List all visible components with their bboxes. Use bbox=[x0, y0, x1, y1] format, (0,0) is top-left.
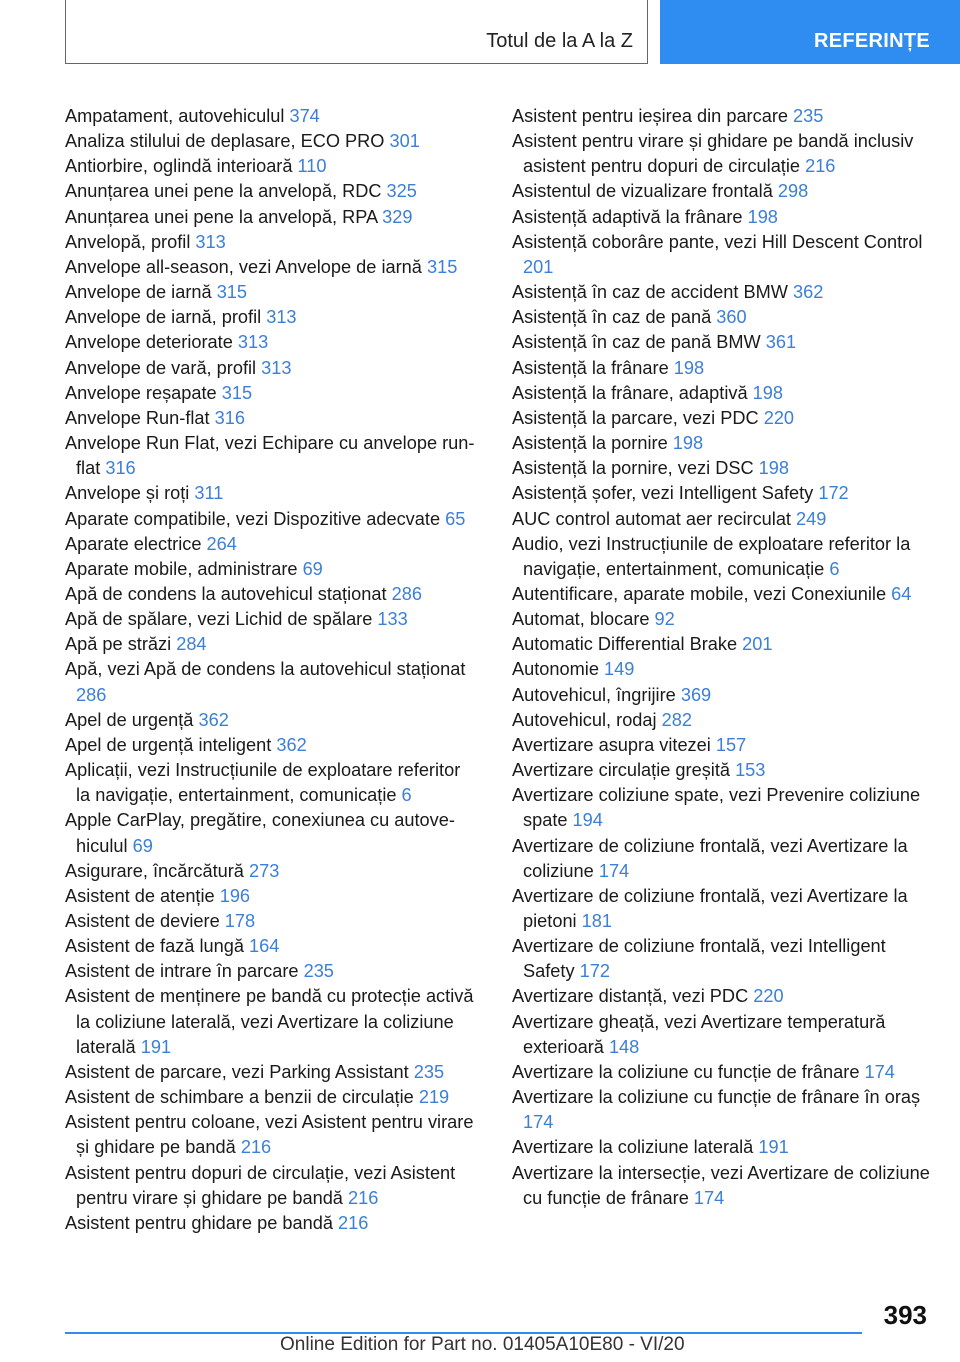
index-entry-text: Asistență la parcare, vezi PDC bbox=[512, 407, 764, 428]
index-entry bbox=[65, 884, 477, 909]
index-entry-text: Antiorbire, oglindă interioară bbox=[65, 156, 298, 177]
index-entry-text: Asistent de parcare, vezi Parking Assistant bbox=[65, 1061, 414, 1082]
index-entry-text: Anvelope all-season, vezi Anvelope de iarnă bbox=[65, 256, 427, 277]
index-entry bbox=[512, 783, 932, 833]
index-entry-text: Apple CarPlay, pregătire, conexiunea cu autovehiculul bbox=[65, 810, 455, 856]
index-entry-text: Asistent de intrare în parcare bbox=[65, 961, 304, 982]
page-reference-link[interactable]: 194 bbox=[572, 810, 603, 831]
index-entry bbox=[65, 733, 477, 758]
index-entry-text: Asistență în caz de pană BMW bbox=[512, 332, 766, 353]
header-box bbox=[65, 0, 648, 64]
page-reference-link[interactable]: 315 bbox=[216, 282, 248, 303]
index-entry-text: Anvelope de iarnă bbox=[65, 282, 217, 303]
page-reference-link[interactable]: 174 bbox=[598, 860, 630, 881]
index-entry bbox=[65, 758, 477, 808]
index-entry bbox=[65, 1085, 477, 1110]
index-entry-text: Apă pe străzi bbox=[65, 634, 177, 655]
page-reference-link[interactable]: 69 bbox=[132, 835, 153, 856]
page-reference-link[interactable]: 191 bbox=[758, 1137, 789, 1158]
index-entry-text: Apă, vezi Apă de condens la autovehicul staționat bbox=[65, 659, 466, 680]
index-entry-text: Apel de urgență inteligent bbox=[65, 734, 277, 755]
index-entry bbox=[65, 205, 477, 230]
index-entry bbox=[512, 1060, 932, 1085]
index-entry-text: Analiza stilului de deplasare, ECO PRO bbox=[65, 131, 390, 152]
index-entry bbox=[512, 507, 932, 532]
page-reference-link[interactable]: 174 bbox=[864, 1061, 895, 1082]
index-entry bbox=[65, 129, 477, 154]
index-entry bbox=[65, 330, 477, 355]
section-badge: REFERINȚE bbox=[660, 0, 960, 64]
index-entry bbox=[65, 154, 477, 179]
index-entry bbox=[512, 884, 932, 934]
page-reference-link[interactable]: 220 bbox=[763, 407, 795, 428]
page-reference-link[interactable]: 316 bbox=[105, 458, 136, 479]
page-reference-link[interactable]: 235 bbox=[793, 106, 824, 126]
index-entry bbox=[65, 959, 477, 984]
index-entry-text: Asistent de deviere bbox=[65, 911, 225, 931]
index-entry-text: Avertizare coliziune spate, vezi Prevenire coliziune spate bbox=[512, 785, 921, 831]
page-reference-link[interactable]: 201 bbox=[523, 256, 554, 277]
index-entry bbox=[512, 632, 932, 657]
page-reference-link[interactable]: 315 bbox=[221, 382, 253, 403]
index-entry bbox=[512, 532, 932, 582]
index-entry bbox=[65, 607, 477, 632]
page-reference-link[interactable]: 313 bbox=[261, 357, 292, 378]
index-entry-text: Apă de condens la autovehicul staționat bbox=[65, 583, 392, 604]
index-entry bbox=[512, 406, 932, 431]
page-reference-link[interactable]: 360 bbox=[716, 307, 747, 328]
index-entry-text: Avertizare la intersecție, vezi Avertizare de coliziune cu funcție de frânare bbox=[512, 1162, 930, 1208]
index-entry-text: Aplicații, vezi Instrucțiunile de exploatare referitor la navigație, entertainment, comunicație bbox=[65, 760, 461, 806]
index-entry bbox=[65, 104, 477, 129]
index-entry-text: Aparate electrice bbox=[65, 533, 207, 554]
index-entry-text: Avertizare de coliziune frontală, vezi Avertizare la pietoni bbox=[512, 885, 908, 931]
index-entry-text: Anvelopă, profil bbox=[65, 231, 196, 252]
page-reference-link[interactable]: 311 bbox=[194, 483, 224, 504]
page-reference-link[interactable]: 65 bbox=[445, 508, 466, 529]
index-entry-text: Asistent de schimbare a benzii de circulație bbox=[65, 1087, 419, 1108]
index-entry-text: Aparate compatibile, vezi Dispozitive adecvate bbox=[65, 508, 446, 529]
index-entry-text: Asistent pentru coloane, vezi Asistent pentru virare și ghidare pe bandă bbox=[65, 1112, 474, 1158]
page-reference-link[interactable]: 316 bbox=[214, 407, 245, 428]
page-reference-link[interactable]: 273 bbox=[248, 860, 280, 881]
page-reference-link[interactable]: 198 bbox=[752, 382, 783, 403]
page-reference-link[interactable]: 133 bbox=[377, 609, 408, 630]
index-entry-text: Asistent pentru ghidare pe bandă bbox=[65, 1212, 339, 1233]
page-reference-link[interactable]: 362 bbox=[276, 734, 307, 755]
index-entry-text: Asistență în caz de pană bbox=[512, 307, 717, 328]
index-entry bbox=[512, 708, 932, 733]
index-entry bbox=[65, 934, 477, 959]
header-title: Totul de la A la Z bbox=[486, 30, 633, 52]
index-entry-text: Automat, blocare bbox=[512, 609, 655, 630]
index-entry-text: Autentificare, aparate mobile, vezi Conexiunile bbox=[512, 583, 892, 604]
index-entry-text: Avertizare la coliziune laterală bbox=[512, 1137, 759, 1158]
index-entry-text: Apă de spălare, vezi Lichid de spălare bbox=[65, 609, 378, 630]
index-entry-text: Asistență la pornire, vezi DSC bbox=[512, 458, 759, 479]
index-entry-text: Anunțarea unei pene la anvelopă, RDC bbox=[65, 181, 387, 202]
index-entry bbox=[512, 657, 932, 682]
index-entry bbox=[512, 758, 932, 783]
page-reference-link[interactable]: 216 bbox=[240, 1137, 272, 1158]
index-entry-text: Asistent pentru dopuri de circulație, vezi Asistent pentru virare și ghidare pe bandă bbox=[65, 1162, 456, 1208]
page-reference-link[interactable]: 201 bbox=[742, 634, 773, 655]
index-entry-text: Asistență în caz de accident BMW bbox=[512, 282, 794, 303]
index-entry-text: Anvelope reșapate bbox=[65, 382, 222, 403]
index-entry-text: Anvelope Run-flat bbox=[65, 407, 215, 428]
index-entry bbox=[512, 481, 932, 506]
index-entry bbox=[65, 507, 477, 532]
index-entry-text: Avertizare de coliziune frontală, vezi Avertizare la coliziune bbox=[512, 835, 908, 881]
index-entry-text: Avertizare gheață, vezi Avertizare temperatură exterioară bbox=[512, 1011, 886, 1057]
index-entry bbox=[65, 179, 477, 204]
page-reference-link[interactable]: 181 bbox=[581, 911, 613, 931]
index-entry-text: Ampatament, autovehiculul bbox=[65, 106, 290, 126]
index-entry-text: Avertizare la coliziune cu funcție de frânare în oraș bbox=[512, 1087, 921, 1108]
index-entry bbox=[512, 330, 932, 355]
index-entry-text: Asistent pentru virare și ghidare pe bandă inclusiv asistent pentru dopuri de circulație bbox=[512, 131, 914, 177]
page-reference-link[interactable]: 264 bbox=[206, 533, 237, 554]
page-reference-link[interactable]: 157 bbox=[715, 734, 747, 755]
page-reference-link[interactable]: 172 bbox=[818, 483, 849, 504]
page-reference-link[interactable]: 178 bbox=[224, 911, 256, 931]
page-number: 393 bbox=[883, 1300, 927, 1330]
index-entry bbox=[65, 859, 477, 884]
index-entry bbox=[65, 481, 477, 506]
index-entry bbox=[512, 607, 932, 632]
index-entry bbox=[65, 532, 477, 557]
index-entry-text: Asistent pentru ieșirea din parcare bbox=[512, 106, 794, 126]
page-reference-link[interactable]: 174 bbox=[693, 1187, 725, 1208]
index-entry-text: Avertizare la coliziune cu funcție de frânare bbox=[512, 1061, 865, 1082]
index-entry bbox=[512, 1161, 932, 1211]
index-entry bbox=[512, 1135, 932, 1160]
index-entry bbox=[65, 1211, 477, 1236]
page-reference-link[interactable]: 216 bbox=[338, 1212, 369, 1233]
index-entry-text: Autonomie bbox=[512, 659, 605, 680]
index-entry bbox=[65, 984, 477, 1059]
page-reference-link[interactable]: 6 bbox=[829, 558, 840, 579]
index-entry bbox=[512, 733, 932, 758]
index-entry-text: AUC control automat aer recirculat bbox=[512, 508, 797, 529]
index-entry bbox=[65, 557, 477, 582]
page-reference-link[interactable]: 249 bbox=[796, 508, 827, 529]
page-reference-link[interactable]: 172 bbox=[579, 961, 610, 982]
index-entry bbox=[512, 431, 932, 456]
page-reference-link[interactable]: 196 bbox=[219, 885, 251, 906]
page-reference-link[interactable]: 361 bbox=[765, 332, 797, 353]
page-reference-link[interactable]: 153 bbox=[735, 760, 766, 781]
page-reference-link[interactable]: 282 bbox=[661, 709, 692, 730]
page-reference-link[interactable]: 286 bbox=[76, 684, 107, 705]
page-reference-link[interactable]: 6 bbox=[401, 785, 412, 806]
page-reference-link[interactable]: 198 bbox=[747, 206, 778, 227]
page-reference-link[interactable]: 198 bbox=[673, 357, 705, 378]
index-entry bbox=[65, 406, 477, 431]
page-reference-link[interactable]: 216 bbox=[347, 1187, 379, 1208]
index-entry-text: Automatic Differential Brake bbox=[512, 634, 743, 655]
index-entry bbox=[65, 582, 477, 607]
index-entry bbox=[512, 1085, 932, 1135]
page-reference-link[interactable]: 92 bbox=[654, 609, 675, 630]
index-entry-text: Asistent de atenție bbox=[65, 885, 220, 906]
index-column-right bbox=[512, 104, 932, 1211]
page-reference-link[interactable]: 286 bbox=[391, 583, 422, 604]
index-entry-text: Anvelope de vară, profil bbox=[65, 357, 262, 378]
index-entry-text: Anunțarea unei pene la anvelopă, RPA bbox=[65, 206, 383, 227]
index-entry-text: Anvelope deteriorate bbox=[65, 332, 238, 353]
index-entry-text: Asistență adaptivă la frânare bbox=[512, 206, 748, 227]
page-reference-link[interactable]: 315 bbox=[426, 256, 458, 277]
page-reference-link[interactable]: 362 bbox=[198, 709, 229, 730]
index-entry bbox=[512, 104, 932, 129]
index-entry bbox=[65, 1110, 477, 1160]
index-entry-text: Avertizare de coliziune frontală, vezi Intelligent Safety bbox=[512, 936, 886, 982]
index-entry-text: Audio, vezi Instrucțiunile de exploatare referitor la navigație, entertainment, comunicație bbox=[512, 533, 911, 579]
index-entry bbox=[65, 230, 477, 255]
index-entry bbox=[512, 984, 932, 1009]
index-entry bbox=[65, 808, 477, 858]
index-entry bbox=[512, 1010, 932, 1060]
index-entry bbox=[512, 205, 932, 230]
index-entry-text: Asistență coborâre pante, vezi Hill Descent Control bbox=[512, 231, 923, 252]
page-reference-link[interactable]: 174 bbox=[523, 1112, 554, 1133]
index-entry bbox=[65, 381, 477, 406]
page-reference-link[interactable]: 148 bbox=[608, 1036, 640, 1057]
index-entry bbox=[65, 280, 477, 305]
footer-edition-text: Online Edition for Part no. 01405A10E80 - VI/20 bbox=[280, 1334, 685, 1355]
index-entry bbox=[512, 179, 932, 204]
index-entry-text: Anvelope și roți bbox=[65, 483, 195, 504]
page-reference-link[interactable]: 198 bbox=[758, 458, 790, 479]
index-column-left bbox=[65, 104, 477, 1236]
index-entry-text: Aparate mobile, administrare bbox=[65, 558, 303, 579]
index-entry-text: Asistentul de vizualizare frontală bbox=[512, 181, 778, 202]
index-entry bbox=[65, 431, 477, 481]
index-entry-text: Avertizare circulație greșită bbox=[512, 760, 736, 781]
index-entry bbox=[65, 356, 477, 381]
index-entry-text: Asistență la frânare bbox=[512, 357, 674, 378]
index-entry-text: Asigurare, încărcătură bbox=[65, 860, 249, 881]
page-reference-link[interactable]: 235 bbox=[413, 1061, 445, 1082]
index-entry bbox=[512, 280, 932, 305]
index-entry bbox=[65, 909, 477, 934]
page-reference-link[interactable]: 110 bbox=[297, 156, 327, 177]
page-reference-link[interactable]: 374 bbox=[289, 106, 320, 126]
page-reference-link[interactable]: 149 bbox=[604, 659, 635, 680]
index-entry bbox=[512, 356, 932, 381]
index-entry-text: Autovehicul, rodaj bbox=[512, 709, 662, 730]
page-reference-link[interactable]: 369 bbox=[680, 684, 712, 705]
index-entry-text: Autovehicul, îngrijire bbox=[512, 684, 681, 705]
page-reference-link[interactable]: 191 bbox=[140, 1036, 172, 1057]
index-entry-text: Asistent de menținere pe bandă cu protecție activă la coliziune laterală, vezi Avertizare la coliziune laterală bbox=[65, 986, 474, 1057]
page-reference-link[interactable]: 164 bbox=[249, 936, 280, 957]
index-entry bbox=[65, 1060, 477, 1085]
index-entry bbox=[65, 632, 477, 657]
index-entry bbox=[512, 381, 932, 406]
index-entry bbox=[65, 708, 477, 733]
index-entry bbox=[512, 582, 932, 607]
page-reference-link[interactable]: 329 bbox=[382, 206, 413, 227]
index-entry bbox=[65, 1161, 477, 1211]
index-entry-text: Anvelope de iarnă, profil bbox=[65, 307, 267, 328]
page-reference-link[interactable]: 69 bbox=[302, 558, 323, 579]
index-entry bbox=[65, 305, 477, 330]
page-reference-link[interactable]: 313 bbox=[266, 307, 297, 328]
index-entry-text: Asistență șofer, vezi Intelligent Safety bbox=[512, 483, 819, 504]
page-reference-link[interactable]: 362 bbox=[793, 282, 824, 303]
index-entry bbox=[512, 305, 932, 330]
index-entry bbox=[512, 230, 932, 280]
page-reference-link[interactable]: 220 bbox=[753, 986, 784, 1007]
page-reference-link[interactable]: 301 bbox=[389, 131, 420, 152]
page-reference-link[interactable]: 313 bbox=[237, 332, 269, 353]
index-entry-text: Asistent de fază lungă bbox=[65, 936, 250, 957]
index-entry bbox=[512, 834, 932, 884]
page-reference-link[interactable]: 216 bbox=[805, 156, 836, 177]
index-entry-text: Avertizare distanță, vezi PDC bbox=[512, 986, 754, 1007]
index-entry bbox=[65, 255, 477, 280]
index-entry bbox=[512, 456, 932, 481]
index-entry-text: Avertizare asupra vitezei bbox=[512, 734, 716, 755]
page-reference-link[interactable]: 284 bbox=[176, 634, 207, 655]
page-reference-link[interactable]: 298 bbox=[777, 181, 809, 202]
index-entry bbox=[512, 683, 932, 708]
index-entry-text: Apel de urgență bbox=[65, 709, 199, 730]
page-reference-link[interactable]: 219 bbox=[418, 1087, 450, 1108]
page-reference-link[interactable]: 235 bbox=[303, 961, 334, 982]
page-reference-link[interactable]: 325 bbox=[386, 181, 417, 202]
index-entry bbox=[512, 129, 932, 179]
index-entry bbox=[65, 657, 477, 707]
index-entry-text: Asistență la frânare, adaptivă bbox=[512, 382, 753, 403]
index-entry bbox=[512, 934, 932, 984]
page-reference-link[interactable]: 64 bbox=[891, 583, 912, 604]
index-entry-text: Anvelope Run Flat, vezi Echipare cu anvelope run-flat bbox=[65, 433, 475, 479]
page-reference-link[interactable]: 198 bbox=[672, 433, 704, 454]
index-entry-text: Asistență la pornire bbox=[512, 433, 673, 454]
page-reference-link[interactable]: 313 bbox=[195, 231, 226, 252]
